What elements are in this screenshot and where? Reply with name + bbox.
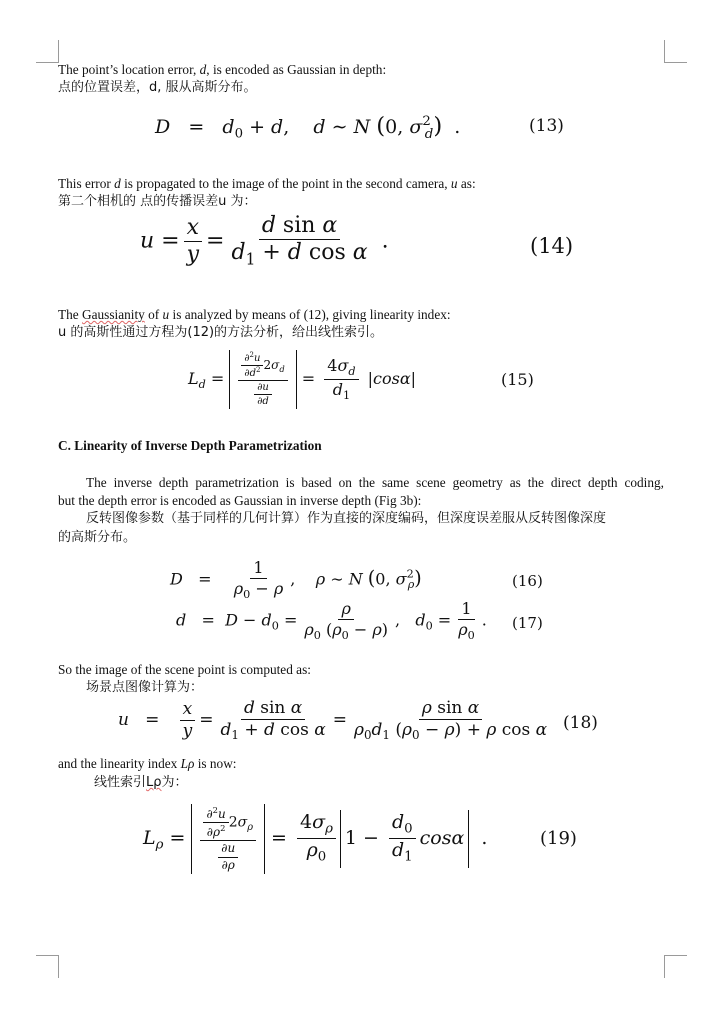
text-run: , is encoded as Gaussian in depth: (206, 62, 387, 77)
margin-corner-mark (36, 40, 59, 63)
equation-number: (17) (512, 614, 543, 632)
text-run: is analyzed by means of (12), giving linearity index: (169, 307, 451, 322)
paragraph-chinese: 场景点图像计算为： (86, 680, 204, 695)
paragraph-english: The inverse depth parametrization is based on the same scene geometry as the direct depth coding, (86, 475, 664, 490)
equation-number: (16) (512, 572, 543, 590)
text-run: and the linearity index (58, 756, 181, 771)
paragraph-english (58, 307, 451, 323)
margin-corner-mark (36, 955, 59, 978)
variable: u (162, 307, 170, 322)
equation-number: (19) (540, 828, 577, 849)
equation-17: $d = D - d_0$ = $\frac{\rho}{\rho_0 (\rho_0 - \rho)}$ , $d_0$ = $\frac{1}{\rho_0}$ . (176, 599, 487, 642)
section-heading: C. Linearity of Inverse Depth Parametrization (58, 438, 322, 453)
variable: d (114, 176, 121, 191)
variable: d (199, 62, 207, 77)
text-run: 线性索引 (94, 775, 147, 790)
paragraph-chinese (94, 775, 188, 791)
paragraph-english: So the image of the scene point is computed as: (58, 662, 311, 677)
text-run: is now: (194, 756, 237, 771)
equation-number: (15) (501, 370, 534, 389)
paragraph-chinese: u 的高斯性通过方程为(12)的方法分析，给出线性索引。 (58, 325, 384, 340)
equation-13: $D = d_0 + d$, d ∼ N (0, $\sigma^2_d$) . (155, 113, 461, 142)
paragraph-chinese: 点的位置误差，d, 服从高斯分布。 (58, 80, 257, 95)
variable: u (450, 176, 458, 191)
spellcheck-flagged-word: Gaussianity (82, 307, 145, 322)
equation-19: $L_\rho$ = $\frac{\partial^2u}{\partial\rho^2}$ $2\sigma_\rho$ $\frac{\partial u}{\partial\rho}$ = $\frac{4\sigma_\rho}{\rho_0}$ 1 − $\frac{d_0}{d_1}$ cosα . (143, 804, 487, 874)
margin-corner-mark (664, 955, 687, 978)
text-run: 为： (161, 775, 188, 790)
equation-14: u = $\frac{x}{y}$ = $\frac{\text{d sin α}}{d_1 + d \cos \alpha}$ . (140, 213, 389, 269)
paragraph-english (58, 176, 476, 192)
paragraph-chinese: 第二个相机的 点的传播误差u 为： (58, 194, 257, 209)
paragraph-english: but the depth error is encoded as Gaussian in inverse depth (Fig 3b): (58, 493, 422, 508)
equation-18: u = $\frac{x}{y}$ = $\frac{\text{d sin α}}{d_1 + d \cos \alpha}$ = $\frac{\text{ρ sin α}}{\rho_0d_1 (\rho_0 - \rho) + \rho \cos \alpha}$ (118, 698, 548, 742)
margin-corner-mark (664, 40, 687, 63)
text-run: as: (457, 176, 476, 191)
equation-number: (13) (529, 116, 564, 136)
paragraph-english (58, 62, 386, 78)
paragraph-chinese: 的高斯分布。 (58, 530, 137, 545)
text-run: is propagated to the image of the point in the second camera, (120, 176, 451, 191)
paragraph-english (58, 756, 237, 772)
equation-number: (14) (530, 234, 574, 258)
paragraph-chinese: 反转图像参数（基于同样的几何计算）作为直接的深度编码，但深度误差服从反转图像深度 (86, 511, 607, 526)
text-run: The (58, 307, 82, 322)
equation-number: (18) (563, 713, 598, 733)
text-run: of (144, 307, 163, 322)
spellcheck-flagged-word: Lρ (146, 775, 162, 790)
equation-15: $L_d$ = $\frac{\partial^2u}{\partial d^2}$ $2\sigma_d$ $\frac{\partial u}{\partial d}$ = $\frac{4\sigma_d}{d_1}$ |cosα| (188, 351, 417, 408)
text-run: The point’s location error, (58, 62, 200, 77)
equation-16: D = $\frac{1}{\rho_0 - \rho}$ , ρ ∼ N (0, $\sigma^2_\rho$) (170, 558, 422, 601)
text-run: This error (58, 176, 115, 191)
variable: Lρ (180, 756, 195, 771)
